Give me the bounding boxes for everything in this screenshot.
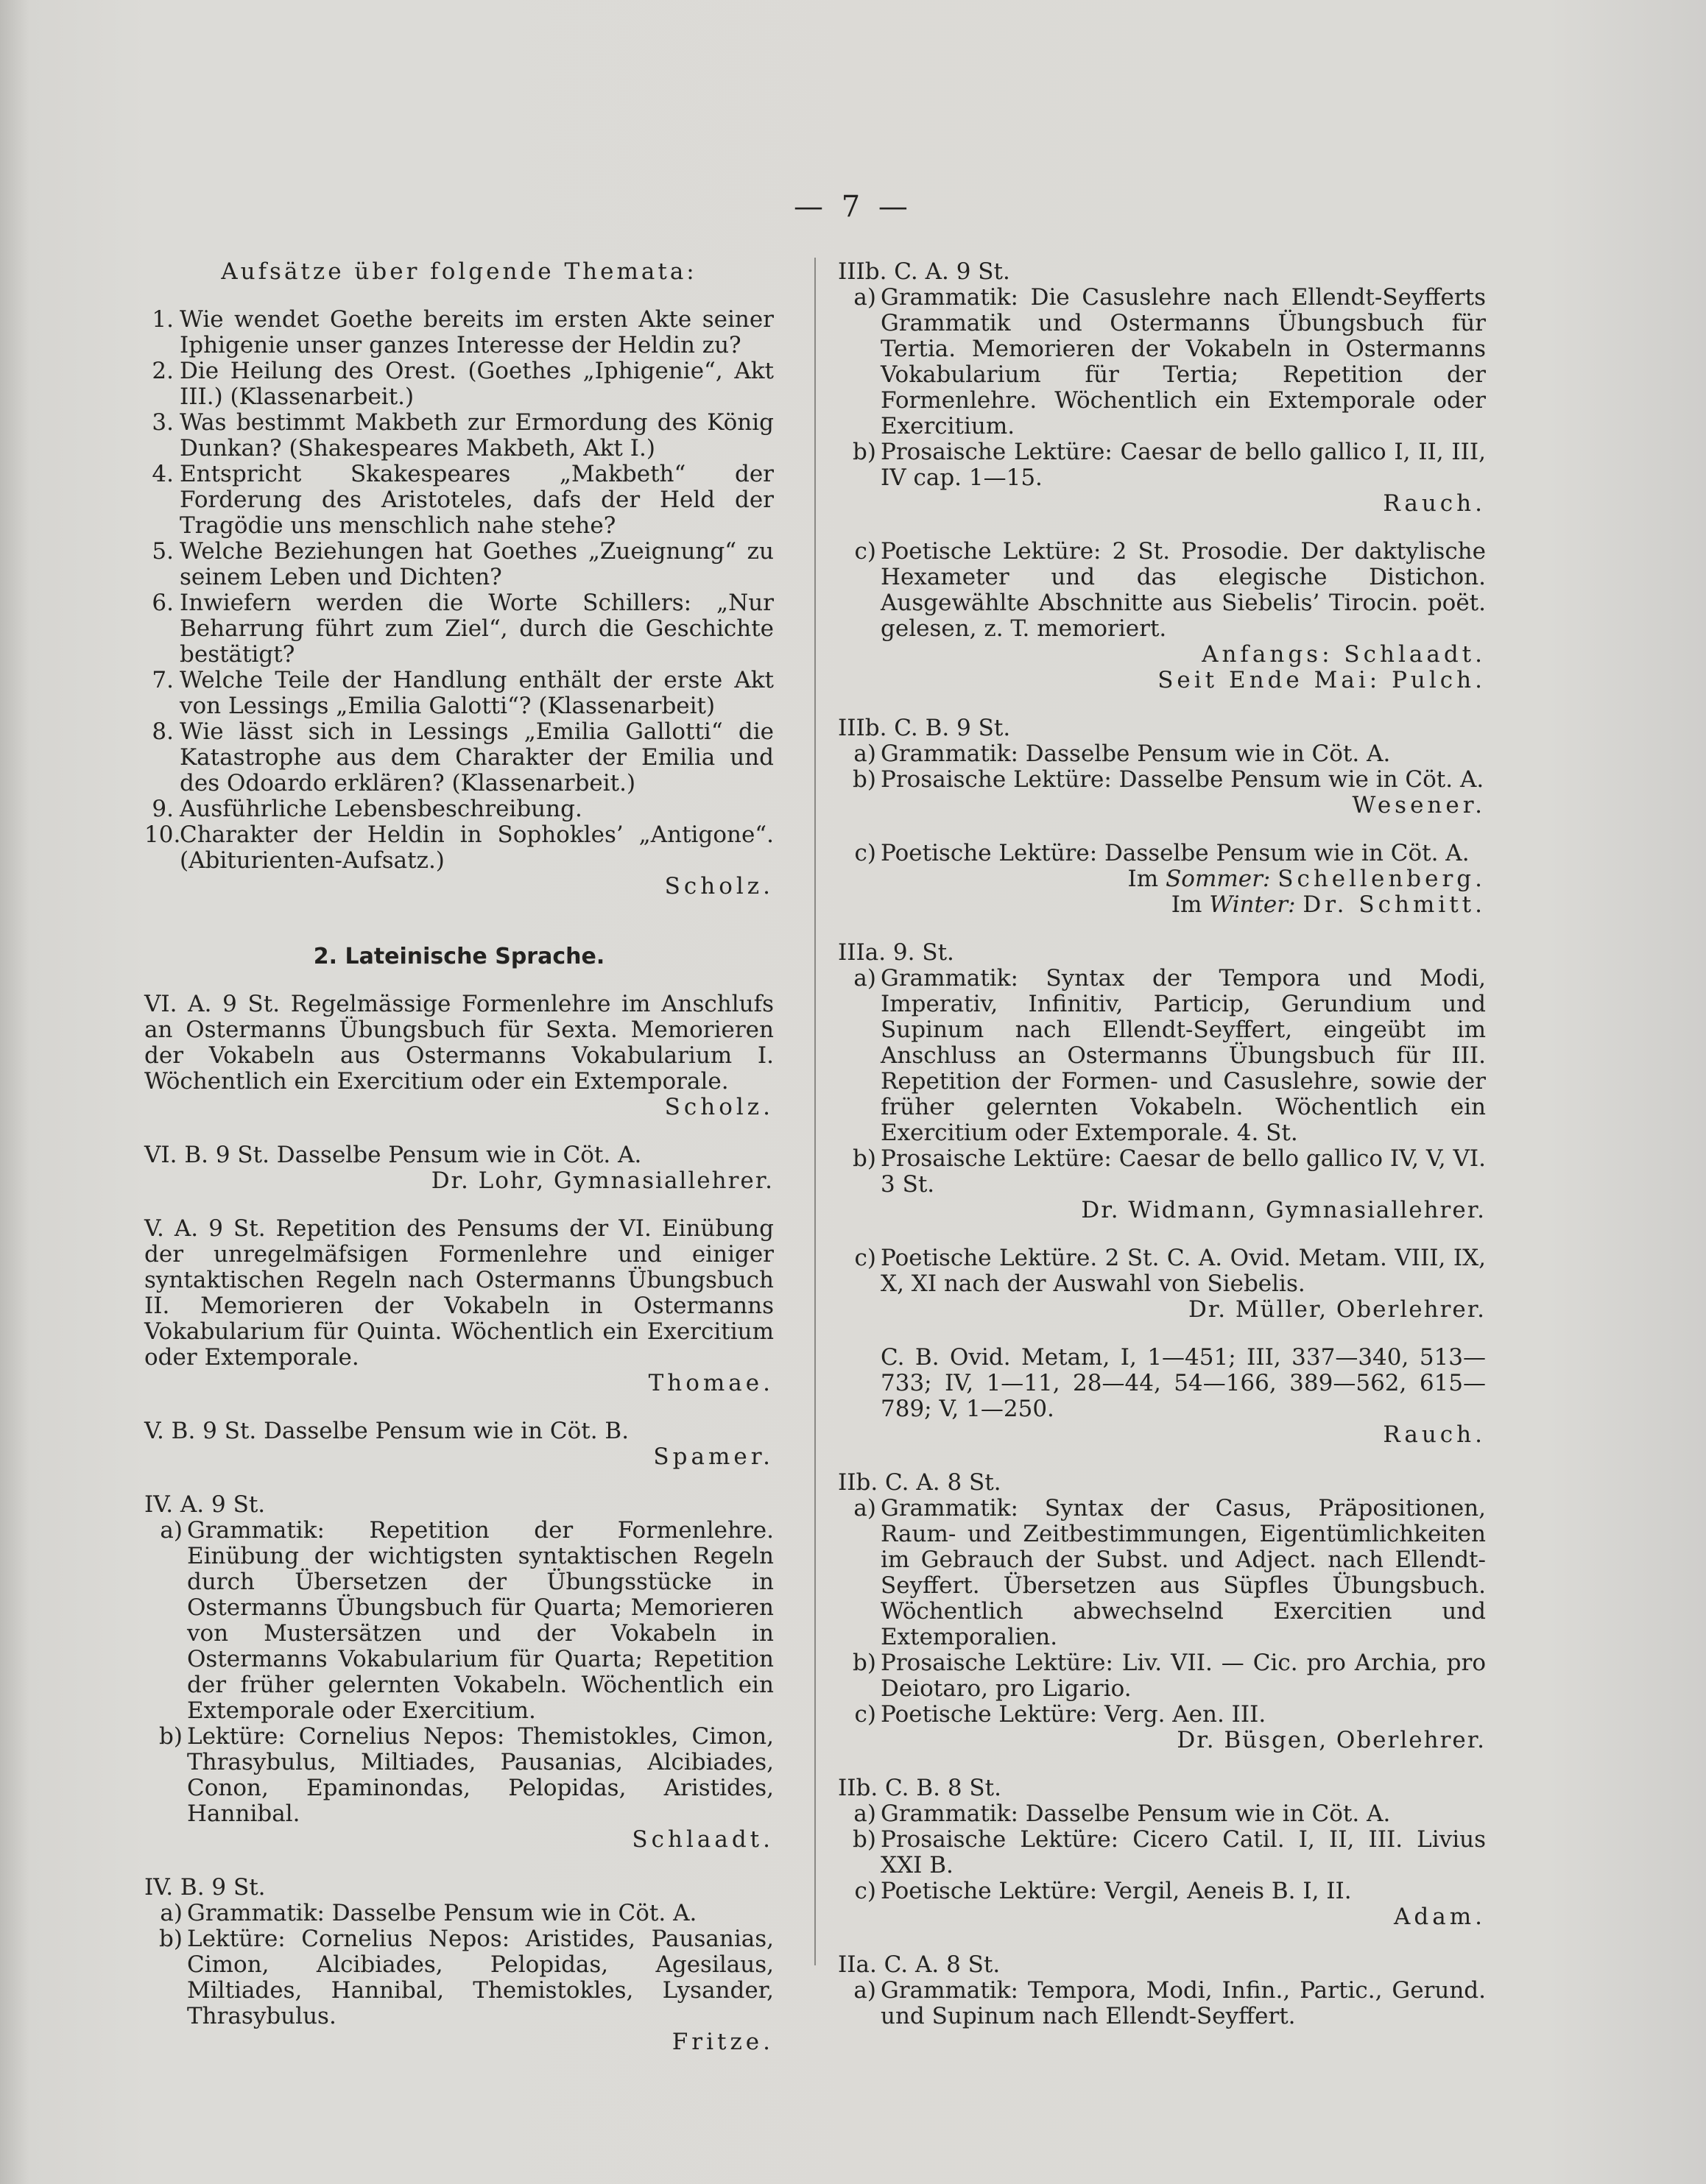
class-vi-b: VI. B. 9 St. Dasselbe Pensum wie in Cöt. A. Dr. Lohr, Gymnasiallehrer.: [144, 1142, 774, 1194]
teacher-signature: Dr. Lohr, Gymnasiallehrer.: [431, 1167, 774, 1194]
class-iv-b: IV. B. 9 St. a) Grammatik: Dasselbe Pensum wie in Cöt. A. b) Lektüre: Cornelius Nepos: Aristides, Pausanias, Cimon, Alcibiades, Pelopidas, Agesilaus, Miltiades, Hannibal, Themistokles, Lysander, Thrasybulus. Fritze.: [144, 1874, 774, 2055]
essay-item: 1. Wie wendet Goethe bereits im ersten Akte seiner Iphigenie unser ganzes Interesse der Heldin zu?: [152, 306, 774, 358]
class-v-b: V. B. 9 St. Dasselbe Pensum wie in Cöt. B. Spamer.: [144, 1418, 774, 1470]
teacher-signature: Spamer.: [653, 1443, 774, 1470]
teacher-signature: Scholz.: [664, 1094, 774, 1120]
teacher-signature: Im Winter: Dr. Schmitt.: [1171, 891, 1486, 918]
class-iiib-ca: IIIb. C. A. 9 St. a) Grammatik: Die Casuslehre nach Ellendt-Seyfferts Grammatik und Ostermanns Übungsbuch für Tertia. Memorieren der Vokabeln in Ostermanns Vokabularium für Tertia; Repetition der Formenlehre. Wöchentlich ein Extemporale oder Exercitium. b) Prosaische Lektüre: Caesar de bello gallico I, II, III, IV cap. 1—15. Rauch. c) Poetische Lektüre: 2 St. Prosodie. Der daktylische Hexameter und das elegische Distichon. Ausgewählte Abschnitte aus Siebelis’ Tirocin. poët. gelesen, z. T. memoriert. Anfangs: Schlaadt. Seit Ende Mai: Pulch.: [838, 258, 1486, 693]
teacher-signature: Adam.: [1394, 1904, 1486, 1930]
class-iiib-cb: IIIb. C. B. 9 St. a) Grammatik: Dasselbe Pensum wie in Cöt. A. b) Prosaische Lektüre: Dasselbe Pensum wie in Cöt. A. Wesener. c) Poetische Lektüre: Dasselbe Pensum wie in Cöt. A. Im Sommer: Schellenberg. Im Winter: Dr. Schmitt.: [838, 715, 1486, 918]
teacher-signature: Rauch.: [1383, 1421, 1486, 1448]
right-column: [838, 259, 1486, 2052]
column-divider: [814, 258, 816, 1965]
class-iia-ca: IIa. C. A. 8 St. a) Grammatik: Tempora, Modi, Infin., Partic., Gerund. und Supinum nach Ellendt-Seyffert.: [838, 1951, 1486, 2029]
teacher-signature: Anfangs: Schlaadt.: [1202, 641, 1486, 668]
page-number: — 7 —: [794, 190, 912, 224]
class-iib-cb: IIb. C. B. 8 St. a) Grammatik: Dasselbe Pensum wie in Cöt. A. b) Prosaische Lektüre: Cicero Catil. I, II, III. Livius XXI B. c) Poetische Lektüre: Vergil, Aeneis B. I, II. Adam.: [838, 1775, 1486, 1930]
essays-heading: Aufsätze über folgende Themata:: [221, 258, 697, 285]
class-v-a: V. A. 9 St. Repetition des Pensums der VI. Einübung der unregelmäfsigen Formenlehre und einiger syntaktischen Regeln nach Ostermanns Übungsbuch II. Memorieren der Vokabeln in Ostermanns Vokabularium für Quinta. Wöchentlich ein Exercitium oder Extemporale. Thomae.: [144, 1215, 774, 1396]
section-title: 2. Lateinische Sprache.: [313, 944, 605, 969]
teacher-signature: Seit Ende Mai: Pulch.: [1157, 667, 1486, 693]
essay-item: 8. Wie lässt sich in Lessings „Emilia Gallotti“ die Katastrophe aus dem Charakter der Emilia und des Odoardo erklären? (Klassenarbeit.): [152, 718, 774, 796]
left-column: [144, 259, 774, 2077]
essay-item: 4. Entspricht Skakespeares „Makbeth“ der Forderung des Aristoteles, dafs der Held der Tragödie uns menschlich nahe stehe?: [152, 461, 774, 539]
teacher-signature: Fritze.: [672, 2029, 774, 2055]
essay-item: 9. Ausführliche Lebensbeschreibung.: [152, 796, 582, 822]
class-iv-a: IV. A. 9 St. a) Grammatik: Repetition der Formenlehre. Einübung der wichtigsten syntaktischen Regeln durch Übersetzen der Übungsstücke in Ostermanns Übungsbuch für Quarta; Memorieren von Mustersätzen und der Vokabeln in Ostermanns Vokabularium für Quarta; Repetition der früher gelernten Vokabeln. Wöchentlich ein Extemporale oder Exercitium. b) Lektüre: Cornelius Nepos: Themistokles, Cimon, Thrasybulus, Miltiades, Pausanias, Alcibiades, Conon, Epaminondas, Pelopidas, Aristides, Hannibal. Schlaadt.: [144, 1491, 774, 1853]
class-iib-ca: IIb. C. A. 8 St. a) Grammatik: Syntax der Casus, Präpositionen, Raum- und Zeitbestimmungen, Eigentümlichkeiten im Gebrauch der Subst. und Adject. nach Ellendt-Seyffert. Übersetzen aus Süpfles Übungsbuch. Wöchentlich abwechselnd Exercitien und Extemporalien. b) Prosaische Lektüre: Liv. VII. — Cic. pro Archia, pro Deiotaro, pro Ligario. c) Poetische Lektüre: Verg. Aen. III. Dr. Büsgen, Oberlehrer.: [838, 1469, 1486, 1753]
essays-signature: Scholz.: [664, 873, 774, 900]
teacher-signature: Thomae.: [648, 1370, 774, 1396]
teacher-signature: Schlaadt.: [632, 1826, 774, 1853]
essay-item: 2. Die Heilung des Orest. (Goethes „Iphigenie“, Akt III.) (Klassenarbeit.): [152, 358, 774, 410]
class-iiia: IIIa. 9. St. a) Grammatik: Syntax der Tempora und Modi, Imperativ, Infinitiv, Particip, Gerundium und Supinum nach Ellendt-Seyffert, eingeübt im Anschluss an Ostermanns Übungsbuch für III. Repetition der Formen- und Casuslehre, sowie der früher gelernten Vokabeln. Wöchentlich ein Exercitium oder Extemporale. 4. St. b) Prosaische Lektüre: Caesar de bello gallico IV, V, VI. 3 St. Dr. Widmann, Gymnasiallehrer. c) Poetische Lektüre. 2 St. C. A. Ovid. Metam. VIII, IX, X, XI nach der Auswahl von Siebelis. Dr. Müller, Oberlehrer. C. B. Ovid. Metam, I, 1—451; III, 337—340, 513—733; IV, 1—11, 28—44, 54—166, 389—562, 615—789; V, 1—250. Rauch.: [838, 939, 1486, 1448]
essay-list: [144, 307, 774, 874]
teacher-signature: Dr. Müller, Oberlehrer.: [1188, 1296, 1486, 1323]
essay-item: 7. Welche Teile der Handlung enthält der erste Akt von Lessings „Emilia Galotti“? (Klassenarbeit): [152, 667, 774, 719]
teacher-signature: Wesener.: [1352, 792, 1486, 819]
teacher-signature: Rauch.: [1383, 490, 1486, 517]
class-vi-a: VI. A. 9 St. Regelmässige Formenlehre im Anschlufs an Ostermanns Übungsbuch für Sexta. Memorieren der Vokabeln aus Ostermanns Vokabularium I. Wöchentlich ein Exercitium oder ein Extemporale. Scholz.: [144, 991, 774, 1120]
essay-item: 5. Welche Beziehungen hat Goethes „Zueignung“ zu seinem Leben und Dichten?: [152, 538, 774, 590]
teacher-signature: Im Sommer: Schellenberg.: [1127, 866, 1486, 892]
teacher-signature: Dr. Büsgen, Oberlehrer.: [1177, 1727, 1486, 1753]
essay-item: 6. Inwiefern werden die Worte Schillers: „Nur Beharrung führt zum Ziel“, durch die Geschichte bestätigt?: [152, 590, 774, 668]
teacher-signature: Dr. Widmann, Gymnasiallehrer.: [1081, 1197, 1486, 1223]
essay-item: 10. Charakter der Heldin in Sophokles’ „Antigone“. (Abiturienten-Aufsatz.): [144, 821, 774, 874]
essay-item: 3. Was bestimmt Makbeth zur Ermordung des König Dunkan? (Shakespeares Makbeth, Akt I.): [152, 409, 774, 462]
